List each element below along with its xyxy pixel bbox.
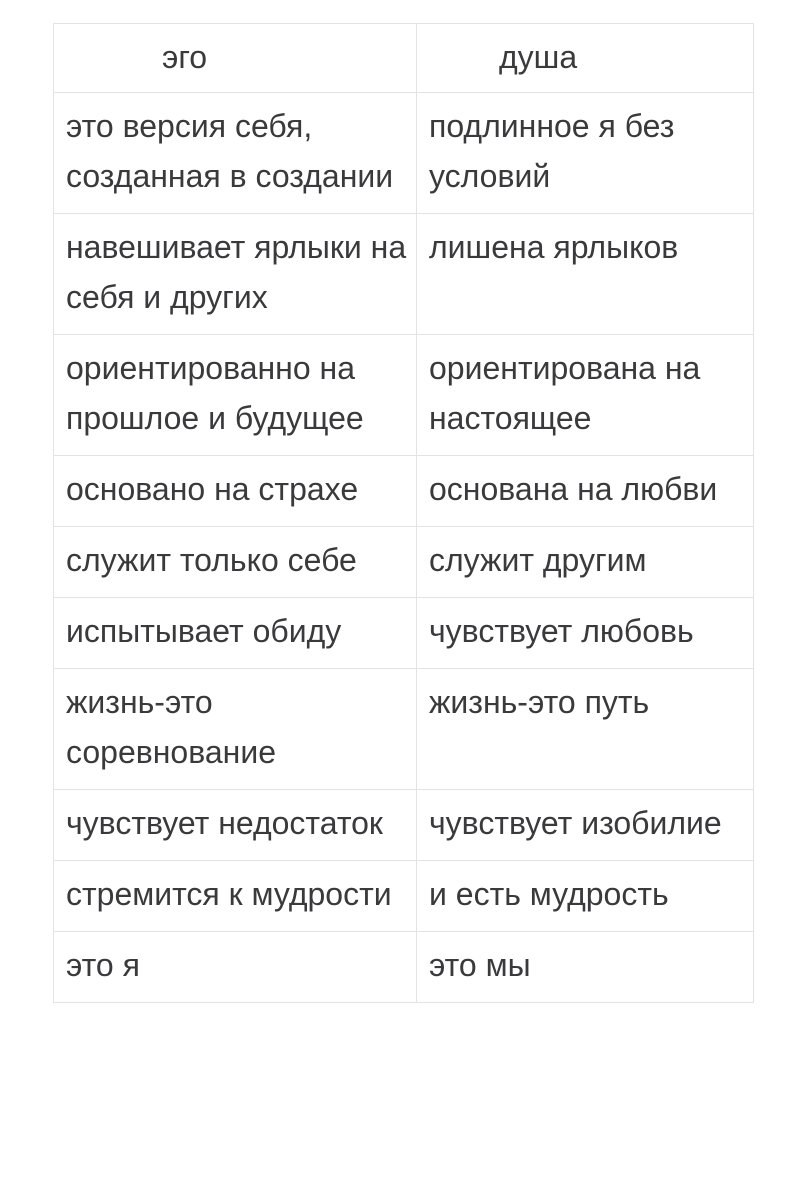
cell-soul: ориентирована на настоящее xyxy=(417,335,754,456)
cell-ego: жизнь-это соревнование xyxy=(54,669,417,790)
cell-ego: испытывает обиду xyxy=(54,598,417,669)
table-row xyxy=(54,93,754,214)
cell-ego: чувствует недостаток xyxy=(54,790,417,861)
table-row xyxy=(54,861,754,932)
header-row xyxy=(54,24,754,93)
cell-soul: служит другим xyxy=(417,527,754,598)
cell-ego: служит только себе xyxy=(54,527,417,598)
table-row xyxy=(54,335,754,456)
cell-soul: чувствует любовь xyxy=(417,598,754,669)
header-ego: эго xyxy=(54,24,417,93)
cell-ego: стремится к мудрости xyxy=(54,861,417,932)
cell-soul: чувствует изобилие xyxy=(417,790,754,861)
cell-ego: навешивает ярлыки на себя и других xyxy=(54,214,417,335)
cell-soul: подлинное я без условий xyxy=(417,93,754,214)
cell-soul: лишена ярлыков xyxy=(417,214,754,335)
table-row xyxy=(54,214,754,335)
cell-soul: это мы xyxy=(417,932,754,1003)
cell-soul: основана на любви xyxy=(417,456,754,527)
header-soul: душа xyxy=(417,24,754,93)
table-row xyxy=(54,598,754,669)
cell-ego: ориентированно на прошлое и будущее xyxy=(54,335,417,456)
cell-soul: и есть мудрость xyxy=(417,861,754,932)
table-row xyxy=(54,456,754,527)
cell-soul: жизнь-это путь xyxy=(417,669,754,790)
table-row xyxy=(54,527,754,598)
table-row xyxy=(54,790,754,861)
cell-ego: основано на страхе xyxy=(54,456,417,527)
cell-ego: это версия себя, созданная в создании xyxy=(54,93,417,214)
comparison-table xyxy=(53,23,754,1003)
table-row xyxy=(54,932,754,1003)
table-row xyxy=(54,669,754,790)
cell-ego: это я xyxy=(54,932,417,1003)
